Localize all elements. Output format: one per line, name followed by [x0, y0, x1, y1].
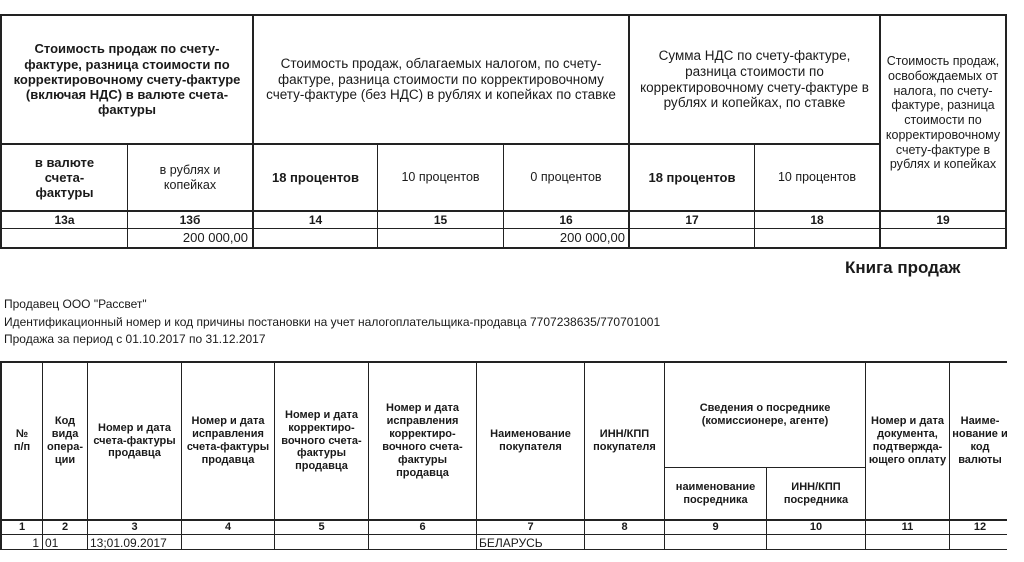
header-buyer-name: Наименование покупателя	[490, 428, 571, 453]
col-number-11: 11	[901, 521, 914, 534]
header-total-sales: Стоимость продаж по счету-фактуре, разница стоимости по корректировочному счету-фактуре (включая НДС) в валюте счета-фактуры	[13, 41, 241, 118]
inn-line: Идентификационный номер и код причины постановки на учет налогоплательщика-продавца 7707238635/770701001	[4, 315, 661, 329]
period-line: Продажа за период с 01.10.2017 по 31.12.2017	[4, 332, 266, 346]
col-number-2: 2	[61, 521, 69, 534]
header-op-code: Код вида опера-ции	[47, 415, 83, 466]
header-intermediary-name: наименование посредника	[675, 480, 756, 506]
book-title: Книга продаж	[845, 258, 961, 277]
header-intermediary: Сведения о посреднике (комиссионере, агенте)	[699, 402, 831, 427]
subheader-rate-10: 10 процентов	[401, 170, 480, 185]
col-number-13b: 13б	[179, 212, 201, 227]
header-currency: Наиме-нование и код валюты	[952, 415, 1008, 466]
col-number-12: 12	[973, 521, 987, 534]
subheader-vat-18: 18 процентов	[648, 169, 736, 185]
row-invoice: 13;01.09.2017	[90, 536, 167, 550]
col-number-18: 18	[810, 212, 824, 227]
subheader-rate-18: 18 процентов	[271, 169, 359, 185]
col-number-7: 7	[527, 521, 534, 534]
col-number-9: 9	[712, 521, 719, 534]
header-buyer-inn: ИНН/КПП покупателя	[593, 428, 656, 453]
col-number-14: 14	[308, 212, 323, 227]
header-taxable-sales: Стоимость продаж, облагаемых налогом, по счету-фактуре, разница стоимости по корректировочному счету-фактуре (без НДС) в рублях и копейках по ставке	[266, 55, 616, 103]
subheader-rate-0: 0 процентов	[530, 170, 602, 185]
cell-13b-value: 200 000,00	[182, 230, 248, 245]
header-exempt-sales: Стоимость продаж, освобождаемых от налога, по счету-фактуре, разница стоимости по корректировочному счету-фактуре в рублях и копейках	[885, 54, 1001, 172]
header-intermediary-inn: ИНН/КПП посредника	[783, 480, 849, 506]
header-num: № п/п	[13, 428, 31, 453]
col-number-1: 1	[18, 521, 26, 534]
col-number-15: 15	[433, 212, 448, 227]
seller-line: Продавец ООО "Рассвет"	[4, 297, 147, 311]
subheader-vat-10: 10 процентов	[777, 170, 857, 185]
row-buyer-name: БЕЛАРУСЬ	[479, 536, 543, 550]
cell-16-value: 200 000,00	[559, 230, 625, 245]
header-vat-amount: Сумма НДС по счету-фактуре, разница стоимости по корректировочному счету-фактуре в рублях и копейках, по ставке	[640, 47, 869, 111]
col-number-13a: 13а	[54, 212, 75, 227]
col-number-6: 6	[419, 521, 426, 534]
col-number-8: 8	[621, 521, 628, 534]
header-payment-doc: Номер и дата документа, подтвержда-ющего оплату	[868, 415, 947, 466]
row-num: 1	[32, 536, 39, 550]
subheader-in-currency: в валюте счета-фактуры	[34, 154, 95, 201]
col-number-4: 4	[224, 521, 232, 534]
col-number-3: 3	[131, 521, 138, 534]
col-number-10: 10	[809, 521, 823, 534]
col-number-5: 5	[318, 521, 325, 534]
col-number-17: 17	[685, 212, 699, 227]
row-op-code: 01	[45, 536, 59, 550]
header-corr-invoice: Номер и дата корректиро-вочного счета-фактуры продавца	[281, 408, 362, 473]
col-number-16: 16	[559, 212, 573, 227]
header-corr-invoice-fix: Номер и дата исправления корректиро-вочного счета-фактуры продавца	[382, 402, 463, 479]
header-invoice-fix: Номер и дата исправления счета-фактуры продавца	[186, 415, 270, 466]
subheader-in-rubles: в рублях и копейках	[159, 162, 221, 192]
header-invoice: Номер и дата счета-фактуры продавца	[93, 421, 176, 460]
col-number-19: 19	[936, 212, 950, 227]
